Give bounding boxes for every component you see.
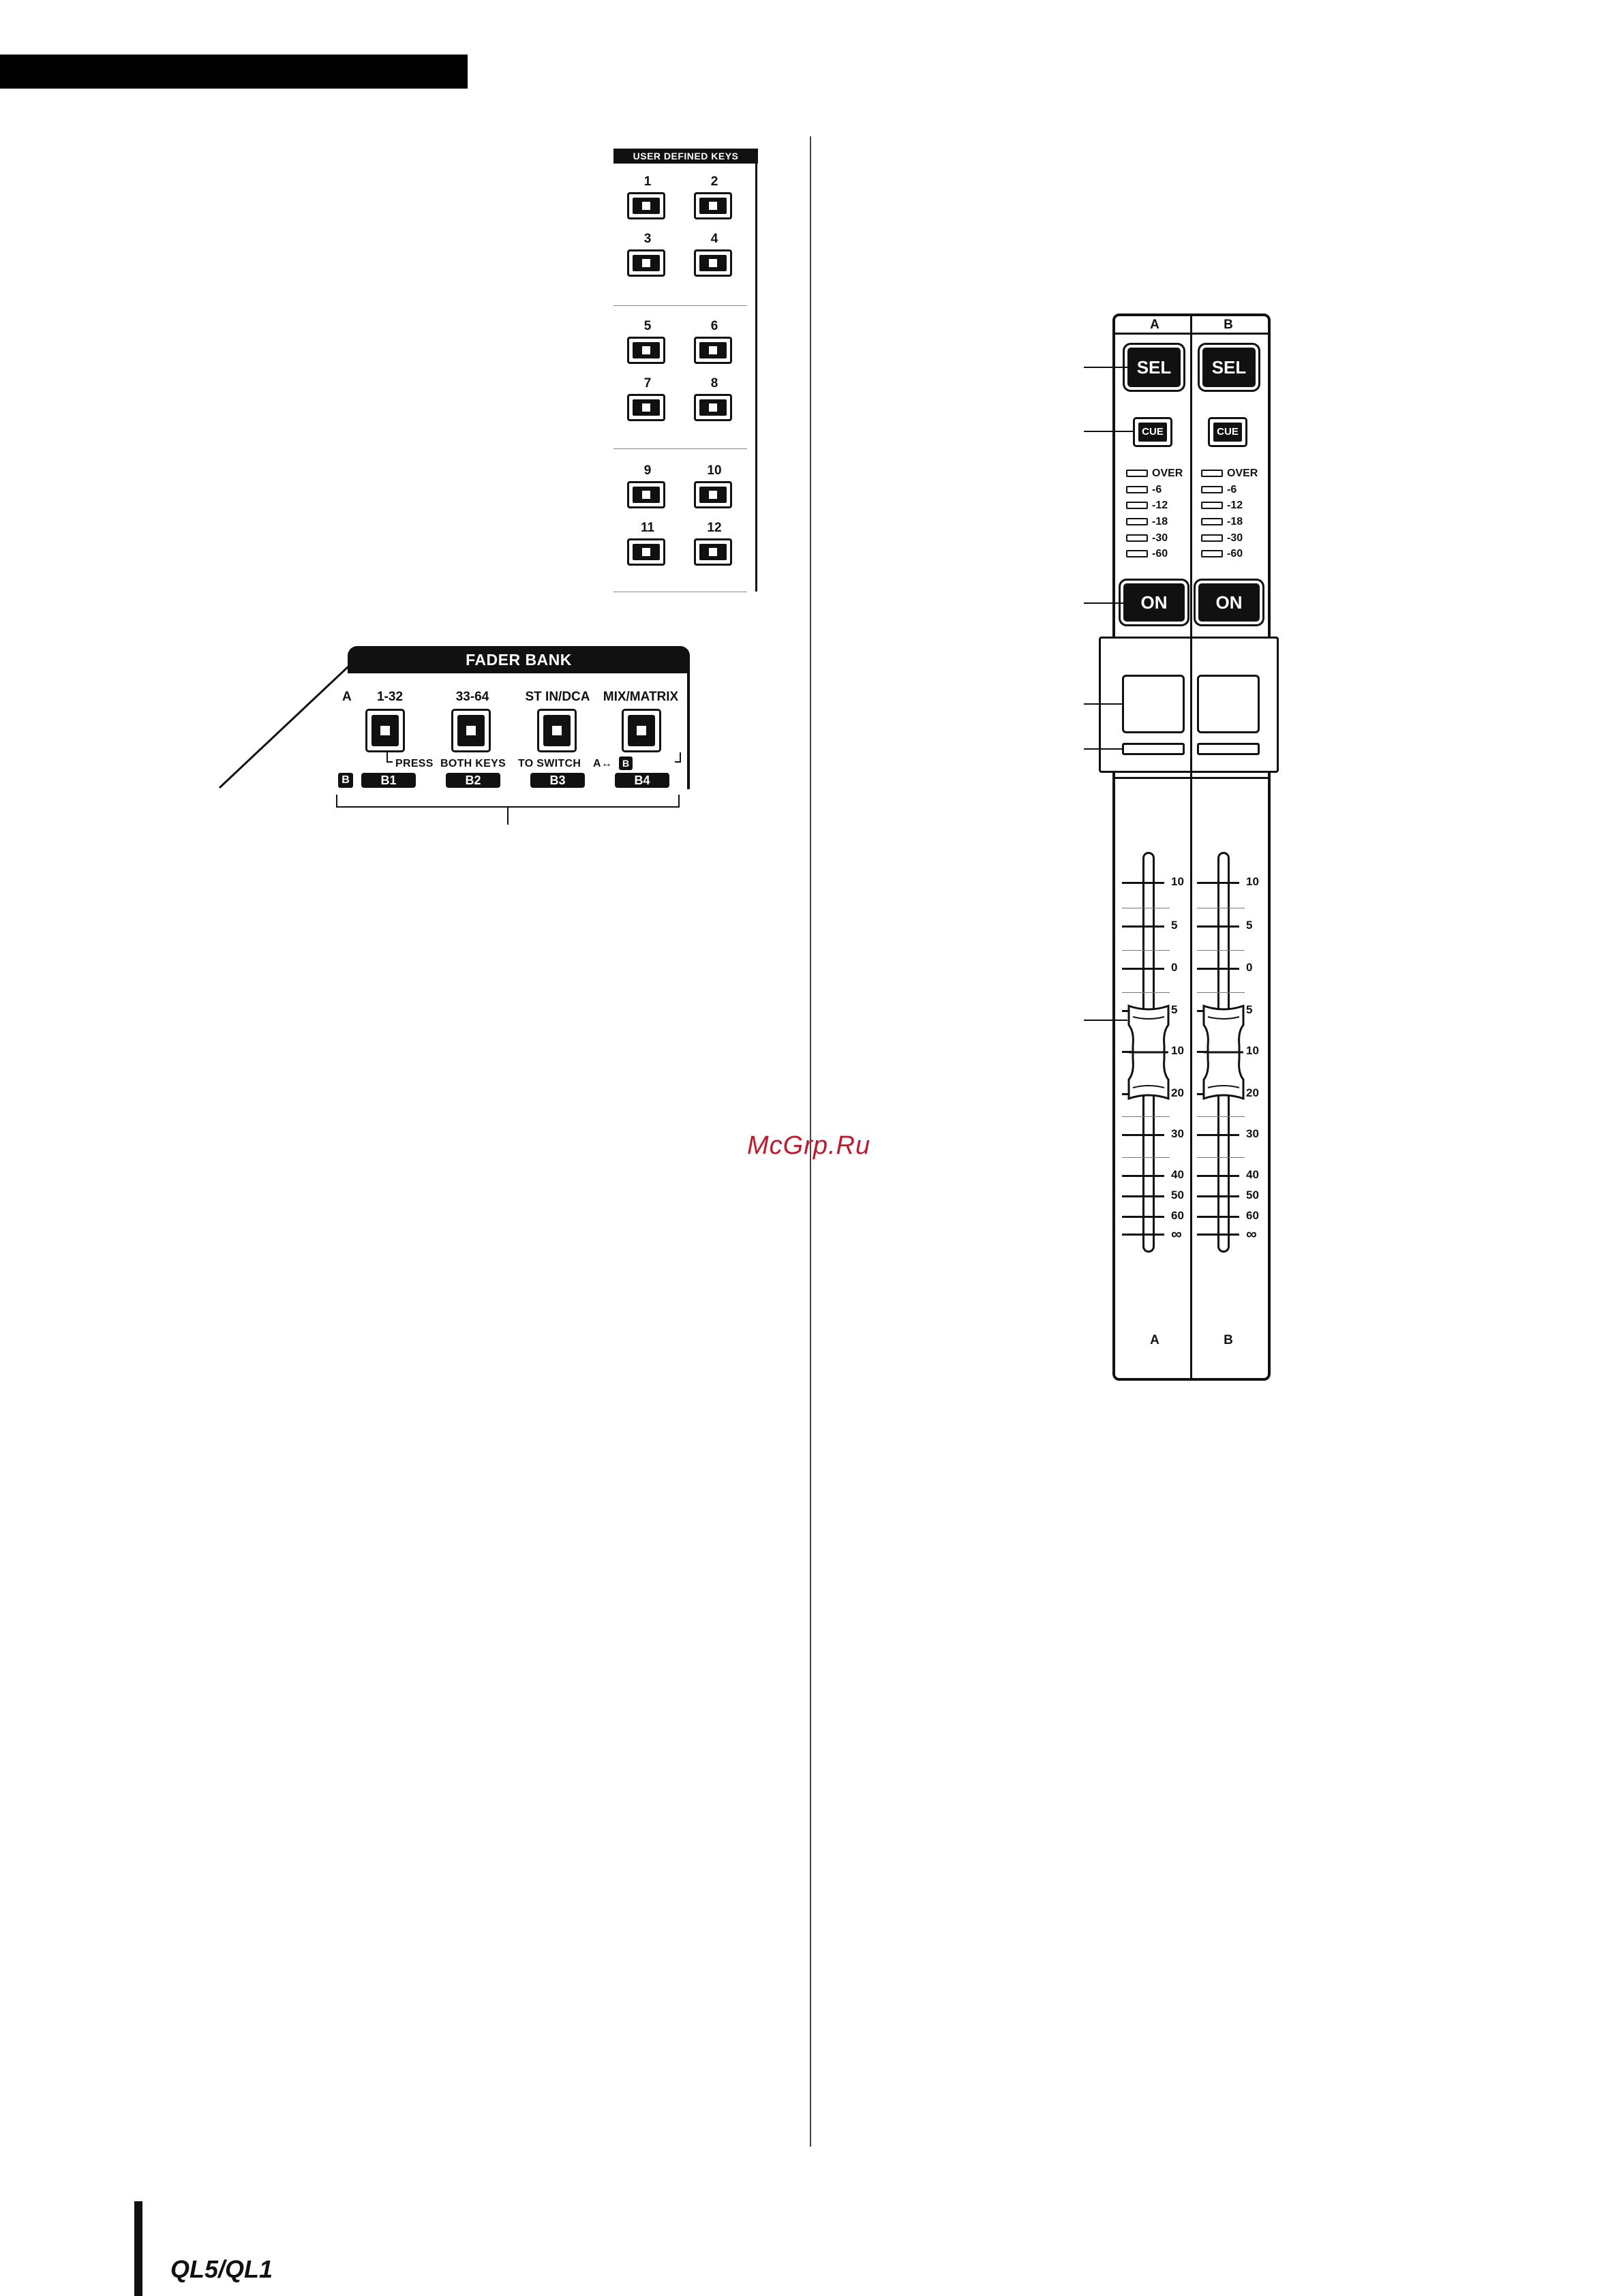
meter-led-b: -30 (1201, 532, 1243, 546)
fader-scale-label: 5 (1171, 1003, 1178, 1016)
callout-line (1084, 748, 1122, 750)
bank-b2-label: B2 (446, 773, 500, 788)
fader-bank-label-1-32: 1-32 (376, 690, 404, 704)
fader-scale-label: 50 (1246, 1189, 1259, 1201)
fader-scale-label: 0 (1246, 961, 1253, 974)
fader-bank-button-33-64[interactable] (451, 709, 491, 752)
fader-bank-a-label: A (342, 690, 352, 704)
bank-b1-label: B1 (361, 773, 416, 788)
meter-led-a: -60 (1126, 548, 1168, 562)
bank-b4-label: B4 (615, 773, 669, 788)
fader-scale-tick (1122, 882, 1164, 884)
fader-scale-label: 30 (1171, 1127, 1184, 1140)
fader-scale-tick (1197, 968, 1239, 970)
header-bar (0, 55, 468, 89)
fader-bank-title: FADER BANK (348, 646, 690, 673)
fader-scale-label: 5 (1171, 919, 1178, 932)
fader-scale-tick (1197, 1175, 1239, 1177)
callout-line (1084, 703, 1122, 705)
channel-name-display-b (1197, 675, 1260, 733)
fader-scale-tick (1197, 1234, 1239, 1236)
on-button-a[interactable]: ON (1123, 583, 1185, 622)
user-key-9[interactable]: 9 (627, 463, 668, 493)
ql-logo (170, 2256, 354, 2283)
fader-scale-minor (1122, 1157, 1170, 1158)
user-key-2[interactable]: 2 (694, 174, 735, 204)
separator (613, 305, 747, 306)
separator (613, 448, 747, 449)
meter-led-a: -12 (1126, 500, 1168, 513)
svg-text:QL5/QL1: QL5/QL1 (170, 2256, 273, 2283)
user-key-10[interactable]: 10 (694, 463, 735, 493)
fader-bank-button-mix-matrix[interactable] (622, 709, 661, 752)
fader-scale-tick (1197, 925, 1239, 928)
sel-button-b[interactable]: SEL (1202, 348, 1256, 387)
fader-scale-label: 10 (1171, 1044, 1184, 1057)
fader-scale-label: 5 (1246, 1003, 1253, 1016)
meter-led-b: OVER (1201, 468, 1258, 481)
fader-scale-label: 60 (1246, 1209, 1259, 1222)
fader-bank-label-33-64: 33-64 (455, 690, 489, 704)
user-key-11[interactable]: 11 (627, 521, 668, 551)
strip-section-line (1115, 777, 1268, 779)
press-note-1: PRESS (395, 758, 434, 769)
bank-b-icon: B (338, 773, 353, 788)
callout-line (1084, 367, 1127, 368)
footer-bar (134, 2201, 142, 2296)
user-key-7[interactable]: 7 (627, 376, 668, 406)
press-note-b-icon: B (619, 756, 633, 770)
press-note-3: TO SWITCH (518, 758, 581, 769)
sel-button-a[interactable]: SEL (1127, 348, 1181, 387)
fader-scale-label: 30 (1246, 1127, 1259, 1140)
channel-a-label: A (1150, 318, 1159, 332)
fader-scale-tick (1197, 1195, 1239, 1197)
on-button-b[interactable]: ON (1198, 583, 1260, 622)
panel-edge (755, 149, 757, 592)
user-key-5[interactable]: 5 (627, 319, 668, 349)
fader-scale-tick (1122, 1134, 1164, 1136)
user-key-3[interactable]: 3 (627, 232, 668, 262)
meter-led-b: -18 (1201, 516, 1243, 530)
meter-led-a: OVER (1126, 468, 1183, 481)
channel-name-display-a (1122, 675, 1185, 733)
meter-led-a: -6 (1126, 484, 1162, 498)
meter-led-b: -6 (1201, 484, 1237, 498)
fader-scale-label: 10 (1171, 875, 1184, 888)
fader-scale-tick (1122, 1195, 1164, 1197)
press-note-4: A↔ (593, 758, 613, 769)
fader-knob-b[interactable] (1201, 1005, 1246, 1100)
fader-scale-label: 50 (1171, 1189, 1184, 1201)
fader-scale-label: 5 (1246, 919, 1253, 932)
channel-b-bottom-label: B (1224, 1333, 1233, 1347)
meter-led-b: -12 (1201, 500, 1243, 513)
meter-led-a: -18 (1126, 516, 1168, 530)
fader-scale-minor (1197, 950, 1245, 951)
strip-header-line (1115, 333, 1268, 335)
channel-divider (1190, 313, 1192, 1381)
fader-bank-button-st-in-dca[interactable] (537, 709, 577, 752)
callout-line (1084, 602, 1123, 604)
callout-line (1084, 431, 1133, 432)
fader-scale-label: 0 (1171, 961, 1178, 974)
fader-scale-tick (1122, 1175, 1164, 1177)
fader-scale-label: 20 (1171, 1086, 1184, 1099)
user-key-1[interactable]: 1 (627, 174, 668, 204)
channel-color-indicator-a (1122, 743, 1185, 755)
fader-scale-tick (1122, 925, 1164, 928)
cue-button-b[interactable]: CUE (1208, 417, 1247, 447)
fader-bank-label-st-in-dca: ST IN/DCA (525, 690, 590, 704)
fader-scale-minor (1197, 992, 1245, 993)
meter-led-a: -30 (1126, 532, 1168, 546)
user-defined-keys-title: USER DEFINED KEYS (613, 149, 758, 164)
callout-line (1084, 1020, 1127, 1021)
meter-led-b: -60 (1201, 548, 1243, 562)
channel-divider (1190, 637, 1192, 773)
watermark: McGrp.Ru (747, 1131, 871, 1160)
fader-scale-label: 60 (1171, 1209, 1184, 1222)
fader-scale-label: ∞ (1246, 1225, 1257, 1242)
channel-color-indicator-b (1197, 743, 1260, 755)
fader-scale-label: 10 (1246, 875, 1259, 888)
fader-scale-label: ∞ (1171, 1225, 1182, 1242)
fader-knob-a[interactable] (1126, 1005, 1171, 1100)
fader-scale-tick (1197, 1134, 1239, 1136)
fader-scale-minor (1122, 950, 1170, 951)
fader-scale-label: 40 (1246, 1168, 1259, 1181)
fader-scale-tick (1122, 1234, 1164, 1236)
fader-scale-minor (1122, 992, 1170, 993)
fader-scale-label: 20 (1246, 1086, 1259, 1099)
cue-button-a[interactable]: CUE (1133, 417, 1172, 447)
user-key-6[interactable]: 6 (694, 319, 735, 349)
bank-b3-label: B3 (530, 773, 585, 788)
user-key-4[interactable]: 4 (694, 232, 735, 262)
fader-scale-tick (1122, 1216, 1164, 1218)
channel-a-bottom-label: A (1150, 1333, 1159, 1347)
fader-scale-tick (1197, 882, 1239, 884)
channel-b-label: B (1224, 318, 1233, 332)
fader-bank-label-mix-matrix: MIX/MATRIX (603, 690, 679, 704)
panel-edge (687, 661, 690, 789)
user-key-12[interactable]: 12 (694, 521, 735, 551)
fader-scale-minor (1197, 1157, 1245, 1158)
fader-scale-minor (1122, 1116, 1170, 1117)
fader-scale-label: 40 (1171, 1168, 1184, 1181)
fader-scale-minor (1197, 1116, 1245, 1117)
fader-scale-label: 10 (1246, 1044, 1259, 1057)
bank-bracket (334, 795, 682, 826)
press-note-2: BOTH KEYS (440, 758, 506, 769)
user-key-8[interactable]: 8 (694, 376, 735, 406)
fader-scale-tick (1122, 968, 1164, 970)
fader-bank-button-1-32[interactable] (365, 709, 405, 752)
fader-scale-tick (1197, 1216, 1239, 1218)
